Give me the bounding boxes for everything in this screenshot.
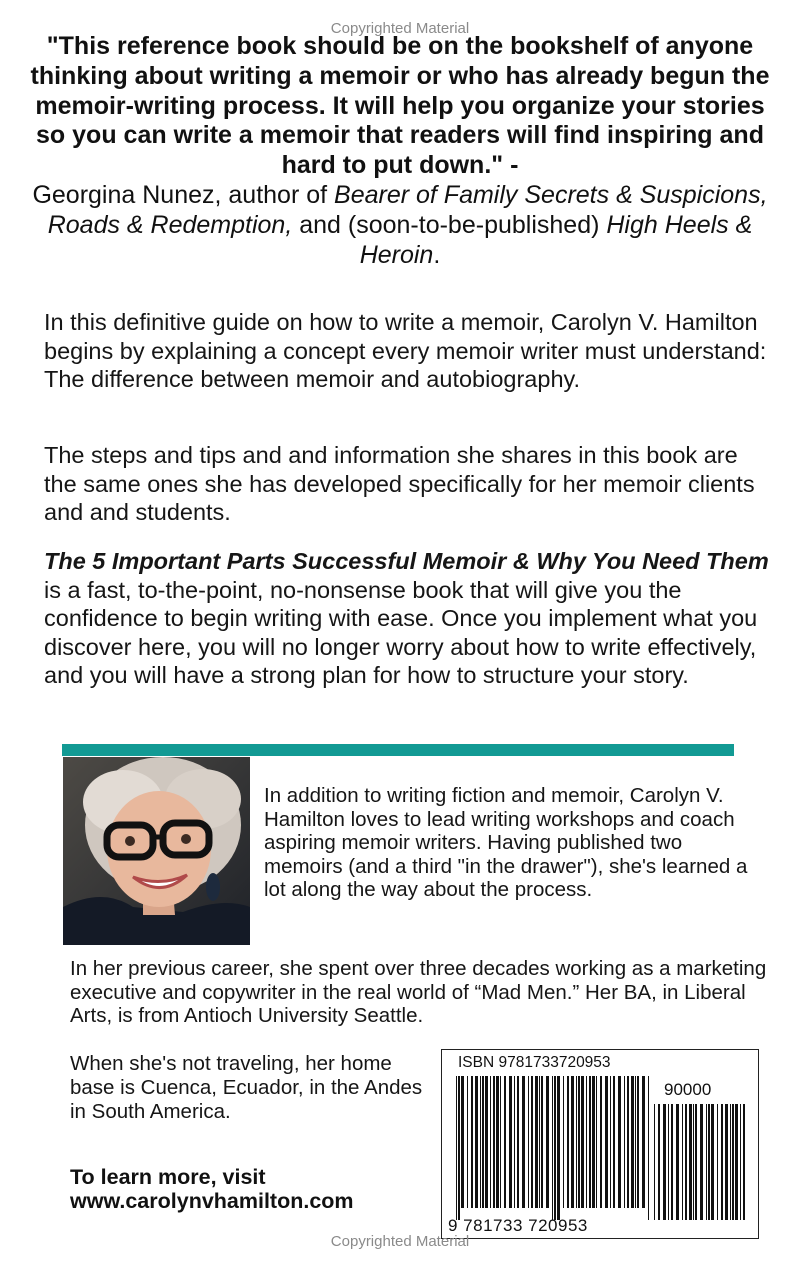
author-photo xyxy=(63,757,250,945)
watermark-top: Copyrighted Material xyxy=(330,20,470,37)
barcode-bars xyxy=(456,1076,652,1220)
steps-paragraph: The steps and tips and and information she shares in this book are the same ones she has developed specifically for her memoir clients and and students. xyxy=(44,442,755,525)
isbn-barcode xyxy=(441,1049,759,1239)
bio-paragraph-3: When she's not traveling, her home base is Cuenca, Ecuador, in the Andes in South America. xyxy=(70,1052,423,1123)
isbn-label: ISBN 9781733720953 xyxy=(458,1054,611,1071)
website-link[interactable]: www.carolynvhamilton.com xyxy=(70,1189,354,1213)
quote-book-title-2: High Heels & Heroin xyxy=(359,210,753,269)
quote-text: "This reference book should be on the bookshelf of anyone thinking about writing a memoir or who has already begun the memoir-writing process. It will help you organize your stories so you can write a memoir that readers will find inspiring and hard to put down." - xyxy=(30,32,770,180)
barcode-digits: 9 781733 720953 xyxy=(448,1216,588,1235)
quote-attribution-2: and (soon-to-be-published) xyxy=(292,210,607,239)
learn-more-block xyxy=(70,1165,450,1213)
watermark-bottom: Copyrighted Material xyxy=(330,1233,470,1250)
book-description-paragraph xyxy=(44,547,774,690)
accent-divider xyxy=(62,744,734,756)
book-description: is a fast, to-the-point, no-nonsense book that will give you the confidence to begin writing with ease. Once you implement what you discover here, you will no longer worry about how to write effectively, and you will have a strong plan for how to structure your story. xyxy=(44,576,758,688)
book-title: The 5 Important Parts Successful Memoir & Why You Need Them xyxy=(44,548,769,574)
quote-attribution-3: . xyxy=(433,240,441,269)
quote-book-title-1: Bearer of Family Secrets & Suspicions, Roads & Redemption, xyxy=(47,180,768,239)
endorsement-quote xyxy=(30,32,770,270)
price-code: 90000 xyxy=(664,1080,712,1099)
bio-paragraph-2: In her previous career, she spent over three decades working as a marketing executive and copywriter in the real world of “Mad Men.” Her BA, in Liberal Arts, is from Antioch University Seattle. xyxy=(70,957,767,1028)
learn-more-text: To learn more, visit xyxy=(70,1165,266,1189)
intro-paragraph: In this definitive guide on how to write a memoir, Carolyn V. Hamilton begins by explaining a concept every memoir writer must understand: The difference between memoir and autobiography. xyxy=(44,309,767,392)
bio-paragraph-1: In addition to writing fiction and memoir, Carolyn V. Hamilton loves to lead writing workshops and coach aspiring memoir writers. Having published two memoirs (and a third "in the drawer"), she's learned a lot along the way about the process. xyxy=(264,784,748,901)
price-barcode-bars xyxy=(654,1104,748,1232)
quote-attribution-1: Georgina Nunez, author of xyxy=(32,180,335,209)
